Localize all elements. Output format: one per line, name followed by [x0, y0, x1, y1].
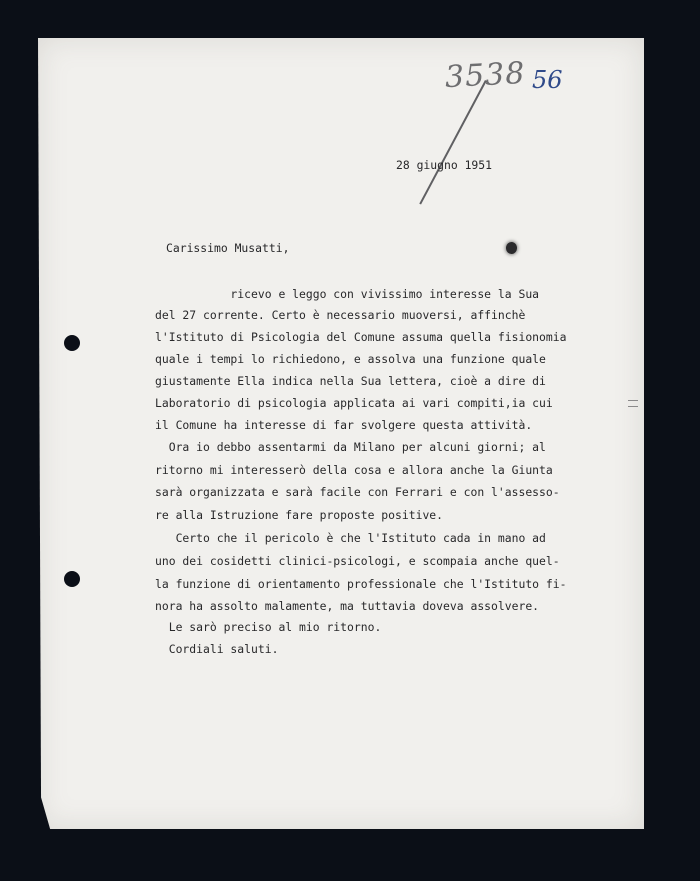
letter-line: re alla Istruzione fare proposte positive.: [155, 508, 444, 522]
letter-date: 28 giugno 1951: [396, 158, 493, 172]
letter-line: Cordiali saluti.: [155, 642, 279, 656]
letter-line: quale i tempi lo richiedono, e assolva una funzione quale: [155, 352, 546, 366]
margin-mark: [628, 406, 638, 407]
letter-line: Ora io debbo assentarmi da Milano per alcuni giorni; al: [155, 440, 546, 454]
letter-line: uno dei cosidetti clinici-psicologi, e scompaia anche quel-: [155, 554, 560, 568]
letter-salutation: Carissimo Musatti,: [166, 241, 290, 255]
letter-line: l'Istituto di Psicologia del Comune assuma quella fisionomia: [155, 330, 567, 344]
letter-line: nora ha assolto malamente, ma tuttavia doveva assolvere.: [155, 599, 540, 613]
letter-line: Certo che il pericolo è che l'Istituto cada in mano ad: [155, 531, 546, 545]
punch-hole-top: [64, 335, 80, 351]
letter-line: giustamente Ella indica nella Sua lettera, cioè a dire di: [155, 374, 546, 388]
ink-blot: [506, 242, 517, 254]
letter-line: Le sarò preciso al mio ritorno.: [155, 620, 382, 634]
letter-line: il Comune ha interesse di far svolgere questa attività.: [155, 418, 533, 432]
letter-line: ricevo e leggo con vivissimo interesse la Sua: [155, 287, 540, 301]
letter-line: ritorno mi interesserò della cosa e allora anche la Giunta: [155, 463, 553, 477]
archive-number: 3538: [444, 55, 527, 96]
letter-line: del 27 corrente. Certo è necessario muoversi, affinchè: [155, 308, 526, 322]
archive-sub-number: 56: [532, 66, 563, 94]
letter-line: sarà organizzata e sarà facile con Ferrari e con l'assesso-: [155, 485, 560, 499]
letter-line: la funzione di orientamento professionale che l'Istituto fi-: [155, 577, 567, 591]
letter-line: Laboratorio di psicologia applicata ai vari compiti,ia cui: [155, 396, 553, 410]
margin-mark: [628, 400, 638, 401]
punch-hole-bottom: [64, 571, 80, 587]
